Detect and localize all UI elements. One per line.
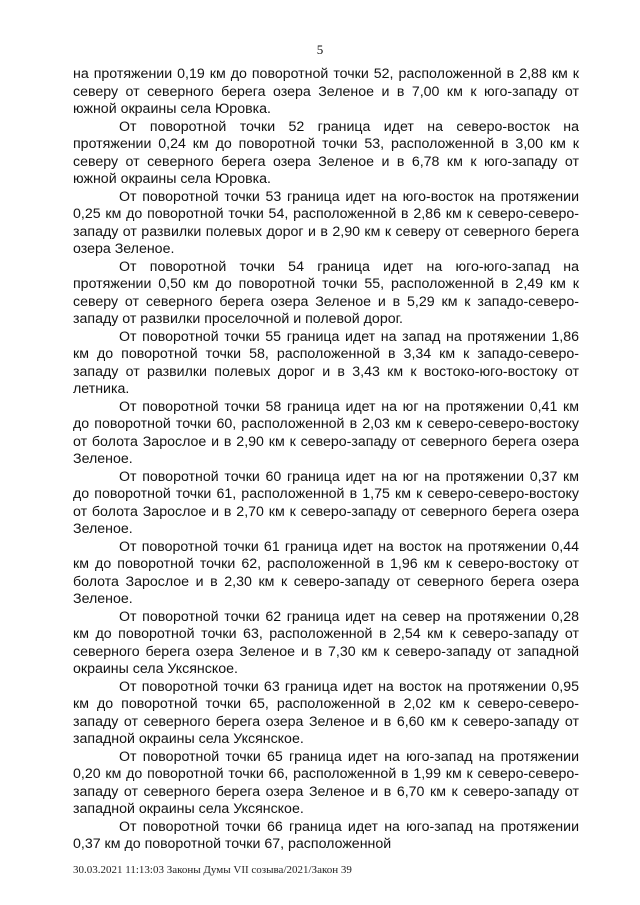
paragraph: От поворотной точки 52 граница идет на северо-восток на протяжении 0,24 км до поворотной точки 53, расположенной в 3,00 км к северу от северного берега озера Зеленое и в 6,78 км к юго-западу от южной окраины села Юровка. bbox=[73, 118, 579, 187]
document-body bbox=[73, 66, 579, 854]
page-number: 5 bbox=[316, 42, 324, 57]
paragraph: От поворотной точки 55 граница идет на запад на протяжении 1,86 км до поворотной точки 58, расположенной в 3,34 км к западо-северо-западу от развилки полевых дорог и в 3,43 км к востоко-юго-востоку от летника. bbox=[73, 328, 579, 397]
paragraph: От поворотной точки 61 граница идет на восток на протяжении 0,44 км до поворотной точки 62, расположенной в 1,96 км к северо-востоку от болота Зарослое и в 2,30 км к северо-западу от северного берега озера Зеленое. bbox=[73, 538, 579, 607]
paragraph: От поворотной точки 53 граница идет на юго-восток на протяжении 0,25 км до поворотной точки 54, расположенной в 2,86 км к северо-северо-западу от развилки полевых дорог и в 2,90 км к северу от северного берега озера Зеленое. bbox=[73, 188, 579, 257]
paragraph: От поворотной точки 60 граница идет на юг на протяжении 0,37 км до поворотной точки 61, расположенной в 1,75 км к северо-северо-востоку от болота Зарослое и в 2,70 км к северо-западу от северного берега озера Зеленое. bbox=[73, 468, 579, 537]
paragraph: От поворотной точки 62 граница идет на север на протяжении 0,28 км до поворотной точки 63, расположенной в 2,54 км к северо-западу от северного берега озера Зеленое и в 7,30 км к северо-западу от западной окраины села Уксянское. bbox=[73, 608, 579, 677]
paragraph: От поворотной точки 58 граница идет на юг на протяжении 0,41 км до поворотной точки 60, расположенной в 2,03 км к северо-северо-востоку от болота Заросло​е и в 2,90 км к северо-западу от северного берега озера Зеленое. bbox=[73, 398, 579, 467]
paragraph: От поворотной точки 63 граница идет на восток на протяжении 0,95 км до поворотной точки 65, расположенной в 2,02 км к северо-северо-западу от северного берега озера Зеленое и в 6,60 км к северо-западу от западной окраины села Уксянское. bbox=[73, 678, 579, 747]
paragraph: От поворотной точки 54 граница идет на юго-юго-запад на протяжении 0,50 км до поворотной точки 55, расположенной в 2,49 км к северу от северного берега озера Зеленое и в 5,29 км к западо-северо-западу от развилки проселочной и полевой дорог. bbox=[73, 258, 579, 327]
paragraph: От поворотной точки 66 граница идет на юго-запад на протяжении 0,37 км до поворотной точки 67, расположенной bbox=[73, 818, 579, 852]
paragraph: на протяжении 0,19 км до поворотной точки 52, расположенной в 2,88 км к северу от северного берега озера Зеленое и в 7,00 км к юго-западу от южной окраины села Юровка. bbox=[73, 66, 579, 117]
paragraph: От поворотной точки 65 граница идет на юго-запад на протяжении 0,20 км до поворотной точки 66, расположенной в 1,99 км к северо-северо-западу от северного берега озера Зеленое и в 6,70 км к северо-западу от западной окраины села Уксянское. bbox=[73, 748, 579, 817]
document-footer: 30.03.2021 11:13:03 Законы Думы VII созыва/2021/Закон 39 bbox=[73, 864, 352, 876]
